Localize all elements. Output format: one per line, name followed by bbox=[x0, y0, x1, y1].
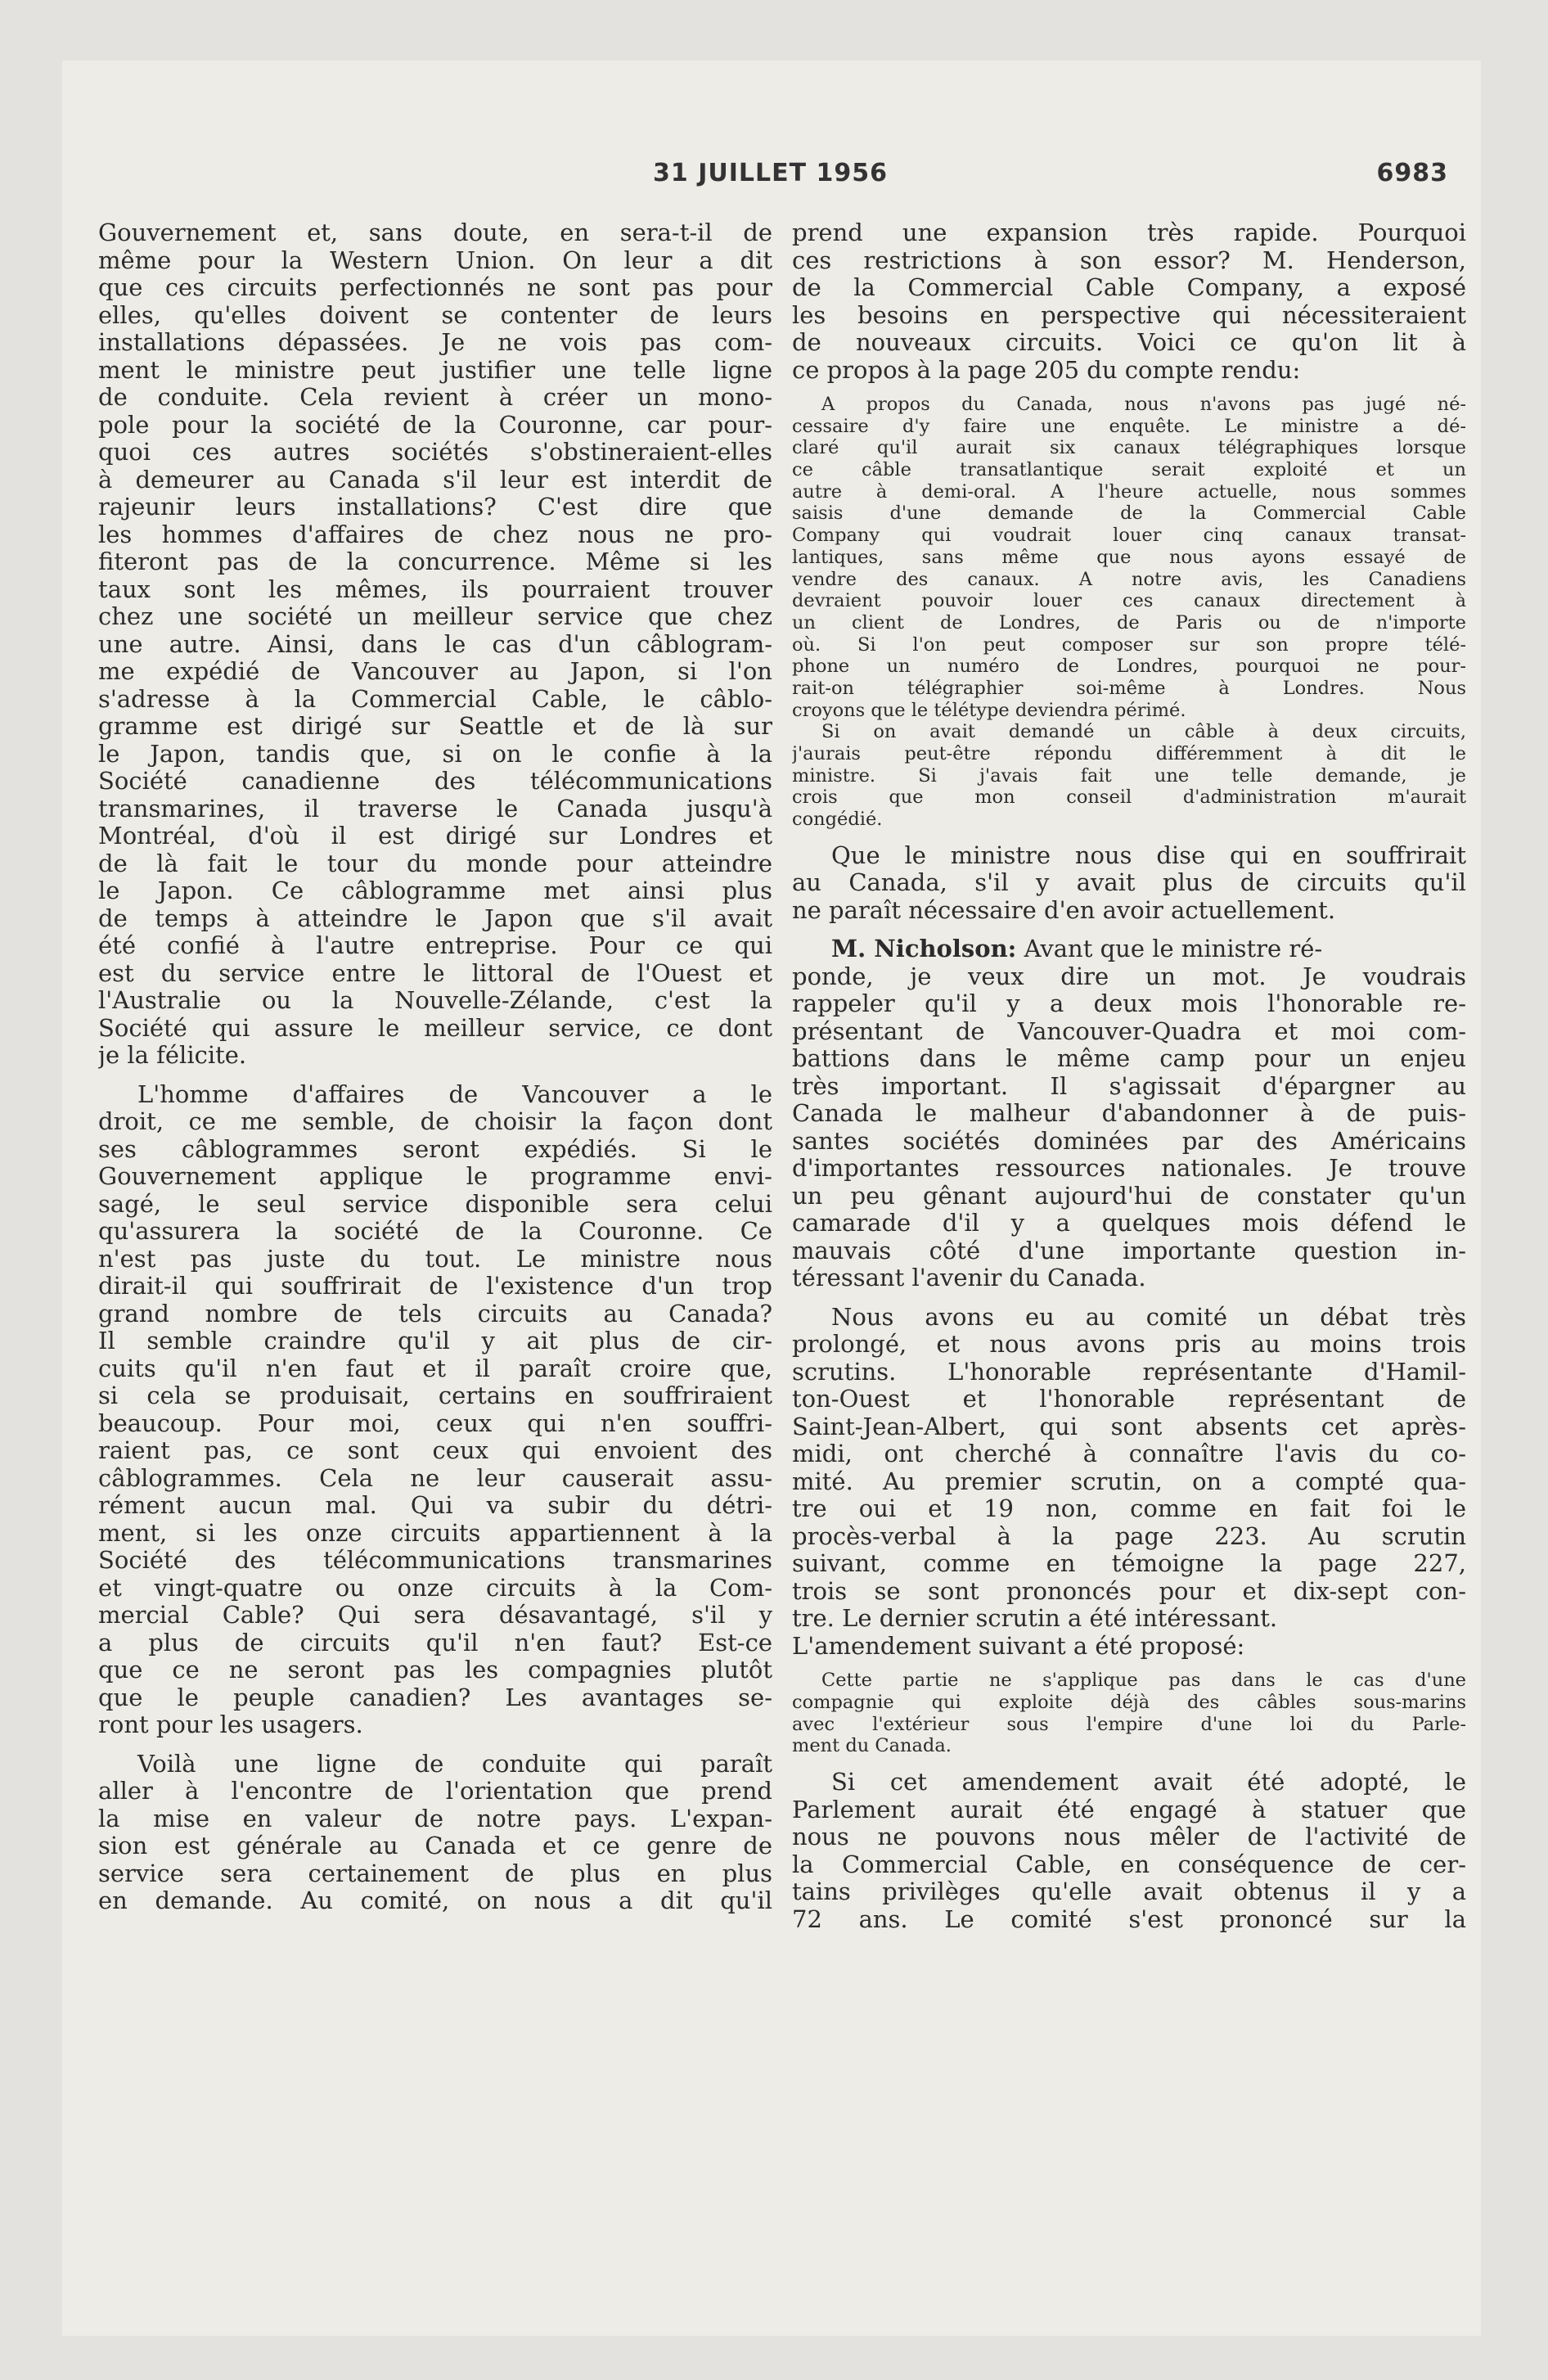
quote-line: congédié. bbox=[792, 809, 883, 831]
quoted-passage-2 bbox=[792, 1670, 1466, 1757]
right-column bbox=[792, 219, 1466, 1933]
text-line: ment, si les onze circuits appartiennent à la bbox=[98, 1519, 772, 1547]
text-line: si cela se produisait, certains en souffriraient bbox=[98, 1382, 772, 1409]
quote-line: autre à demi-oral. A l'heure actuelle, nous sommes bbox=[792, 480, 1466, 503]
text-line: câblogrammes. Cela ne leur causerait assu- bbox=[98, 1464, 772, 1492]
text-line: beaucoup. Pour moi, ceux qui n'en souffri- bbox=[98, 1409, 772, 1437]
text-line: prolongé, et nous avons pris au moins trois bbox=[792, 1331, 1466, 1359]
quote-line: vendre des canaux. A notre avis, les Canadiens bbox=[792, 568, 1466, 590]
text-line: rajeunir leurs installations? C'est dire que bbox=[98, 494, 772, 521]
text-line: fiteront pas de la concurrence. Même si les bbox=[98, 548, 772, 575]
text-line: Canada le malheur d'abandonner à de puis- bbox=[792, 1100, 1466, 1128]
text-line: mité. Au premier scrutin, on a compté qua- bbox=[792, 1467, 1466, 1495]
quote-line: ment du Canada. bbox=[792, 1735, 952, 1757]
text-line: Parlement aurait été engagé à statuer que bbox=[792, 1796, 1466, 1823]
text-line: sion est générale au Canada et ce genre de bbox=[98, 1832, 772, 1859]
text-line: aller à l'encontre de l'orientation que prend bbox=[98, 1778, 772, 1805]
text-line: ce propos à la page 205 du compte rendu: bbox=[792, 356, 1301, 384]
text-line: et vingt-quatre ou onze circuits à la Com- bbox=[98, 1574, 772, 1602]
text-line: s'adresse à la Commercial Cable, le câblo- bbox=[98, 685, 772, 713]
text-line: été confié à l'autre entreprise. Pour ce qui bbox=[98, 932, 772, 959]
quote-line: compagnie qui exploite déjà des câbles sous-marins bbox=[792, 1691, 1466, 1713]
quote-line: devraient pouvoir louer ces canaux directement à bbox=[792, 590, 1466, 612]
text-line: me expédié de Vancouver au Japon, si l'on bbox=[98, 658, 772, 685]
text-line: grand nombre de tels circuits au Canada? bbox=[98, 1300, 772, 1327]
left-column bbox=[98, 219, 772, 1915]
quote-line: lantiques, sans même que nous ayons essayé de bbox=[792, 546, 1466, 568]
text-line: Il semble craindre qu'il y ait plus de cir- bbox=[98, 1327, 772, 1355]
right-intro-paragraph bbox=[792, 219, 1466, 384]
text-line: de là fait le tour du monde pour atteindre bbox=[98, 850, 772, 877]
text-line: elles, qu'elles doivent se contenter de leurs bbox=[98, 301, 772, 329]
quote-line: crois que mon conseil d'administration m'aurait bbox=[792, 787, 1466, 809]
text-line: ponde, je veux dire un mot. Je voudrais bbox=[792, 962, 1466, 990]
text-line: Société canadienne des télécommunications bbox=[98, 768, 772, 795]
text-line: téressant l'avenir du Canada. bbox=[792, 1264, 1146, 1292]
text-line: les besoins en perspective qui nécessiteraient bbox=[792, 301, 1466, 329]
quote-line: claré qu'il aurait six canaux télégraphiques lorsque bbox=[792, 437, 1466, 459]
quote-line: ministre. Si j'avais fait une telle demande, je bbox=[792, 764, 1466, 787]
text-line: pole pour la société de la Couronne, car pour- bbox=[98, 411, 772, 439]
quote-line: cessaire d'y faire une enquête. Le ministre a dé- bbox=[792, 415, 1466, 437]
text-line: le Japon, tandis que, si on le confie à la bbox=[98, 740, 772, 768]
text-line: au Canada, s'il y avait plus de circuits qu'il bbox=[792, 869, 1466, 897]
text-line: suivant, comme en témoigne la page 227, bbox=[792, 1550, 1466, 1578]
text-line: même pour la Western Union. On leur a dit bbox=[98, 246, 772, 274]
text-line: de la Commercial Cable Company, a exposé bbox=[792, 274, 1466, 301]
text-line: Si cet amendement avait été adopté, le bbox=[831, 1769, 1466, 1796]
text-line: taux sont les mêmes, ils pourraient trouver bbox=[98, 575, 772, 603]
text-line: en demande. Au comité, on nous a dit qu'il bbox=[98, 1887, 772, 1914]
text-line: à demeurer au Canada s'il leur est interdit de bbox=[98, 466, 772, 494]
text-line: ses câblogrammes seront expédiés. Si le bbox=[98, 1135, 772, 1163]
text-line: santes sociétés dominées par des Américains bbox=[792, 1127, 1466, 1155]
text-line: de conduite. Cela revient à créer un mono- bbox=[98, 384, 772, 411]
text-line: n'est pas juste du tout. Le ministre nous bbox=[98, 1245, 772, 1273]
quote-line: ce câble transatlantique serait exploité et un bbox=[792, 459, 1466, 481]
text-line: Avant que le ministre ré- bbox=[1016, 935, 1323, 963]
text-line: ront pour les usagers. bbox=[98, 1711, 363, 1738]
text-line: Saint-Jean-Albert, qui sont absents cet après- bbox=[792, 1413, 1466, 1440]
text-line: de temps à atteindre le Japon que s'il avait bbox=[98, 904, 772, 932]
document-page bbox=[62, 61, 1481, 2336]
text-line: scrutins. L'honorable représentante d'Hamil- bbox=[792, 1358, 1466, 1386]
text-line: présentant de Vancouver-Quadra et moi com- bbox=[792, 1017, 1466, 1045]
text-line: la mise en valeur de notre pays. L'expan- bbox=[98, 1805, 772, 1832]
text-line: dirait-il qui souffrirait de l'existence d'un trop bbox=[98, 1273, 772, 1300]
text-line: que ce ne seront pas les compagnies plutôt bbox=[98, 1657, 772, 1684]
text-line: très important. Il s'agissait d'épargner au bbox=[792, 1072, 1466, 1100]
text-line: camarade d'il y a quelques mois défend le bbox=[792, 1210, 1466, 1237]
quote-line: avec l'extérieur sous l'empire d'une loi du Parle- bbox=[792, 1713, 1466, 1735]
quote-line: où. Si l'on peut composer sur son propre télé- bbox=[792, 633, 1466, 656]
text-line: la Commercial Cable, en conséquence de cer- bbox=[792, 1850, 1466, 1878]
text-line: rappeler qu'il y a deux mois l'honorable re- bbox=[792, 990, 1466, 1018]
text-line: trois se sont prononcés pour et dix-sept con- bbox=[792, 1577, 1466, 1605]
text-line: une autre. Ainsi, dans le cas d'un câblogram- bbox=[98, 630, 772, 658]
text-line: raient pas, ce sont ceux qui envoient des bbox=[98, 1437, 772, 1464]
text-line: quoi ces autres sociétés s'obstineraient-elles bbox=[98, 439, 772, 466]
text-line: ton-Ouest et l'honorable représentant de bbox=[792, 1386, 1466, 1413]
text-line: rément aucun mal. Qui va subir du détri- bbox=[98, 1492, 772, 1519]
text-line: que ces circuits perfectionnés ne sont pas pour bbox=[98, 274, 772, 301]
text-line: service sera certainement de plus en plus bbox=[98, 1859, 772, 1887]
text-line: 72 ans. Le comité s'est prononcé sur la bbox=[792, 1905, 1466, 1933]
right-paragraph-2 bbox=[792, 842, 1466, 925]
text-line: mercial Cable? Qui sera désavantagé, s'il y bbox=[98, 1602, 772, 1629]
text-line: est du service entre le littoral de l'Ouest et bbox=[98, 959, 772, 987]
text-line: Gouvernement applique le programme envi- bbox=[98, 1163, 772, 1190]
text-line: le Japon. Ce câblogramme met ainsi plus bbox=[98, 877, 772, 904]
text-line: droit, ce me semble, de choisir la façon dont bbox=[98, 1108, 772, 1135]
text-line: chez une société un meilleur service que chez bbox=[98, 603, 772, 630]
text-line: Société qui assure le meilleur service, ce dont bbox=[98, 1014, 772, 1042]
quoted-passage-1 bbox=[792, 394, 1466, 831]
text-line: transmarines, il traverse le Canada jusqu'à bbox=[98, 795, 772, 823]
right-paragraph-4 bbox=[792, 1304, 1466, 1661]
left-column-text bbox=[98, 219, 772, 1915]
quote-line: croyons que le télétype deviendra périmé. bbox=[792, 699, 1186, 721]
text-line: procès-verbal à la page 223. Au scrutin bbox=[792, 1522, 1466, 1550]
text-line: installations dépassées. Je ne vois pas com- bbox=[98, 329, 772, 356]
header-date: 31 JUILLET 1956 bbox=[653, 159, 889, 187]
text-line: L'homme d'affaires de Vancouver a le bbox=[137, 1080, 772, 1108]
speaker-name: M. Nicholson: bbox=[831, 935, 1017, 963]
text-line: tre. Le dernier scrutin a été intéressant. bbox=[792, 1605, 1278, 1633]
quote-line: un client de Londres, de Paris ou de n'importe bbox=[792, 611, 1466, 633]
text-line: Que le ministre nous dise qui en souffrirait bbox=[831, 841, 1466, 869]
quote-line: Cette partie ne s'applique pas dans le cas d'une bbox=[821, 1670, 1466, 1692]
text-line: gramme est dirigé sur Seattle et de là sur bbox=[98, 713, 772, 740]
text-line: Nous avons eu au comité un débat très bbox=[831, 1303, 1466, 1331]
quote-line: A propos du Canada, nous n'avons pas jugé né- bbox=[821, 394, 1466, 415]
right-paragraph-3 bbox=[792, 935, 1466, 1292]
text-line: de nouveaux circuits. Voici ce qu'on lit à bbox=[792, 329, 1466, 356]
text-line: ces restrictions à son essor? M. Henderson, bbox=[792, 246, 1466, 274]
text-line: sagé, le seul service disponible sera celui bbox=[98, 1190, 772, 1218]
quote-line: saisis d'une demande de la Commercial Cable bbox=[792, 503, 1466, 525]
right-paragraph-5 bbox=[792, 1769, 1466, 1933]
page-header bbox=[62, 159, 1481, 205]
text-line: Voilà une ligne de conduite qui paraît bbox=[137, 1750, 772, 1778]
text-line: a plus de circuits qu'il n'en faut? Est-ce bbox=[98, 1629, 772, 1657]
text-line: d'importantes ressources nationales. Je trouve bbox=[792, 1155, 1466, 1183]
quote-line: Company qui voudrait louer cinq canaux transat- bbox=[792, 525, 1466, 547]
quote-line: rait-on télégraphier soi-même à Londres. Nous bbox=[792, 677, 1466, 699]
text-line: battions dans le même camp pour un enjeu bbox=[792, 1045, 1466, 1073]
text-line: prend une expansion très rapide. Pourquoi bbox=[792, 219, 1466, 246]
page-number: 6983 bbox=[1376, 159, 1448, 187]
text-line: les hommes d'affaires de chez nous ne pro- bbox=[98, 521, 772, 548]
quote-line: j'aurais peut-être répondu différemment à dit le bbox=[792, 743, 1466, 764]
text-line: ment le ministre peut justifier une telle ligne bbox=[98, 356, 772, 384]
text-line: nous ne pouvons nous mêler de l'activité de bbox=[792, 1823, 1466, 1850]
text-line: Gouvernement et, sans doute, en sera-t-il de bbox=[98, 219, 772, 246]
text-line: L'amendement suivant a été proposé: bbox=[792, 1632, 1245, 1660]
quote-line: phone un numéro de Londres, pourquoi ne pour- bbox=[792, 656, 1466, 678]
text-line: je la félicite. bbox=[98, 1042, 247, 1069]
quote-line: Si on avait demandé un câble à deux circuits, bbox=[821, 721, 1466, 743]
text-line: Montréal, d'où il est dirigé sur Londres et bbox=[98, 823, 772, 850]
text-line: mauvais côté d'une importante question in- bbox=[792, 1237, 1466, 1264]
text-line: un peu gênant aujourd'hui de constater qu'un bbox=[792, 1182, 1466, 1210]
text-line: cuits qu'il n'en faut et il paraît croire que, bbox=[98, 1355, 772, 1382]
text-line: l'Australie ou la Nouvelle-Zélande, c'est la bbox=[98, 987, 772, 1014]
text-line: tre oui et 19 non, comme en fait foi le bbox=[792, 1495, 1466, 1523]
text-line: ne paraît nécessaire d'en avoir actuellement. bbox=[792, 896, 1336, 924]
text-line: que le peuple canadien? Les avantages se- bbox=[98, 1684, 772, 1711]
text-line: tains privilèges qu'elle avait obtenus il y a bbox=[792, 1878, 1466, 1905]
text-line: Société des télécommunications transmarines bbox=[98, 1547, 772, 1574]
text-line: midi, ont cherché à connaître l'avis du co- bbox=[792, 1440, 1466, 1468]
text-line: qu'assurera la société de la Couronne. Ce bbox=[98, 1218, 772, 1245]
